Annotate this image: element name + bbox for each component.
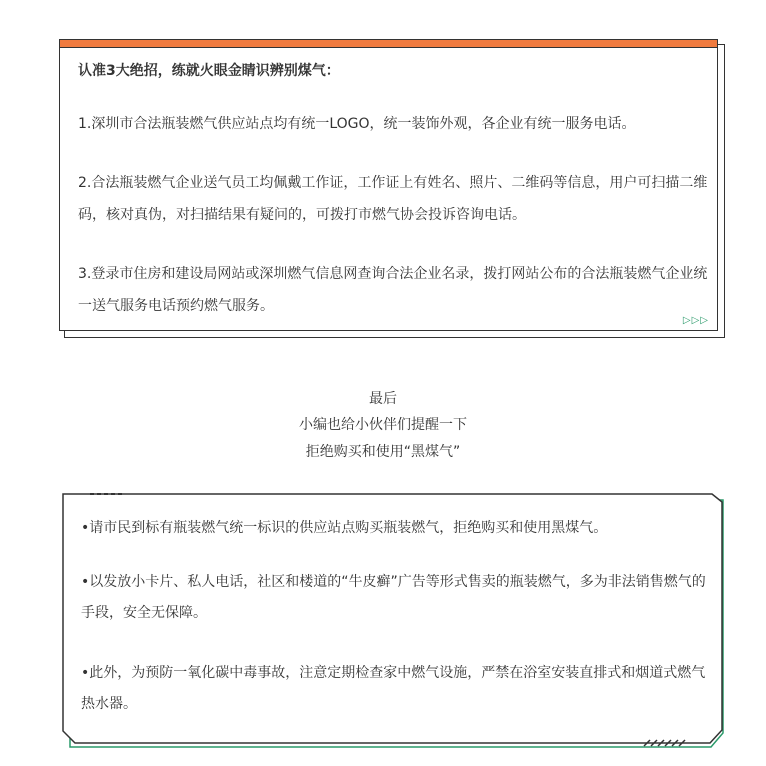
- warning-item-3: •此外，为预防一氧化碳中毒事故，注意定期检查家中燃气设施，严禁在浴室安装直排式和烟道式燃气热水器。: [81, 665, 706, 712]
- warning-item-2: •以发放小卡片、私人电话，社区和楼道的“牛皮癣”广告等形式售卖的瓶装燃气，多为非法销售燃气的手段，安全无保障。: [81, 574, 706, 621]
- tip-item-3: 3.登录市住房和建设局网站或深圳燃气信息网查询合法企业名录，拨打网站公布的合法瓶装燃气企业统一送气服务电话预约燃气服务。: [78, 266, 708, 314]
- triple-arrow-icon: ▷▷▷: [682, 315, 709, 326]
- reminder-line-3: 拒绝购买和使用“黑煤气”: [305, 444, 461, 460]
- tip-item-1: 1.深圳市合法瓶装燃气供应站点均有统一LOGO，统一装饰外观，各企业有统一服务电话。: [78, 116, 636, 132]
- warning-item-1: •请市民到标有瓶装燃气统一标识的供应站点购买瓶装燃气，拒绝购买和使用黑煤气。: [81, 520, 608, 536]
- reminder-line-2: 小编也给小伙伴们提醒一下: [299, 417, 467, 433]
- reminder-line-1: 最后: [369, 391, 397, 407]
- tip-item-2: 2.合法瓶装燃气企业送气员工均佩戴工作证，工作证上有姓名、照片、二维码等信息，用户可扫描二维码，核对真伪，对扫描结果有疑问的，可拨打市燃气协会投诉咨询电话。: [78, 175, 708, 223]
- card-title: 认准3大绝招，练就火眼金睛识辨别煤气：: [78, 63, 340, 79]
